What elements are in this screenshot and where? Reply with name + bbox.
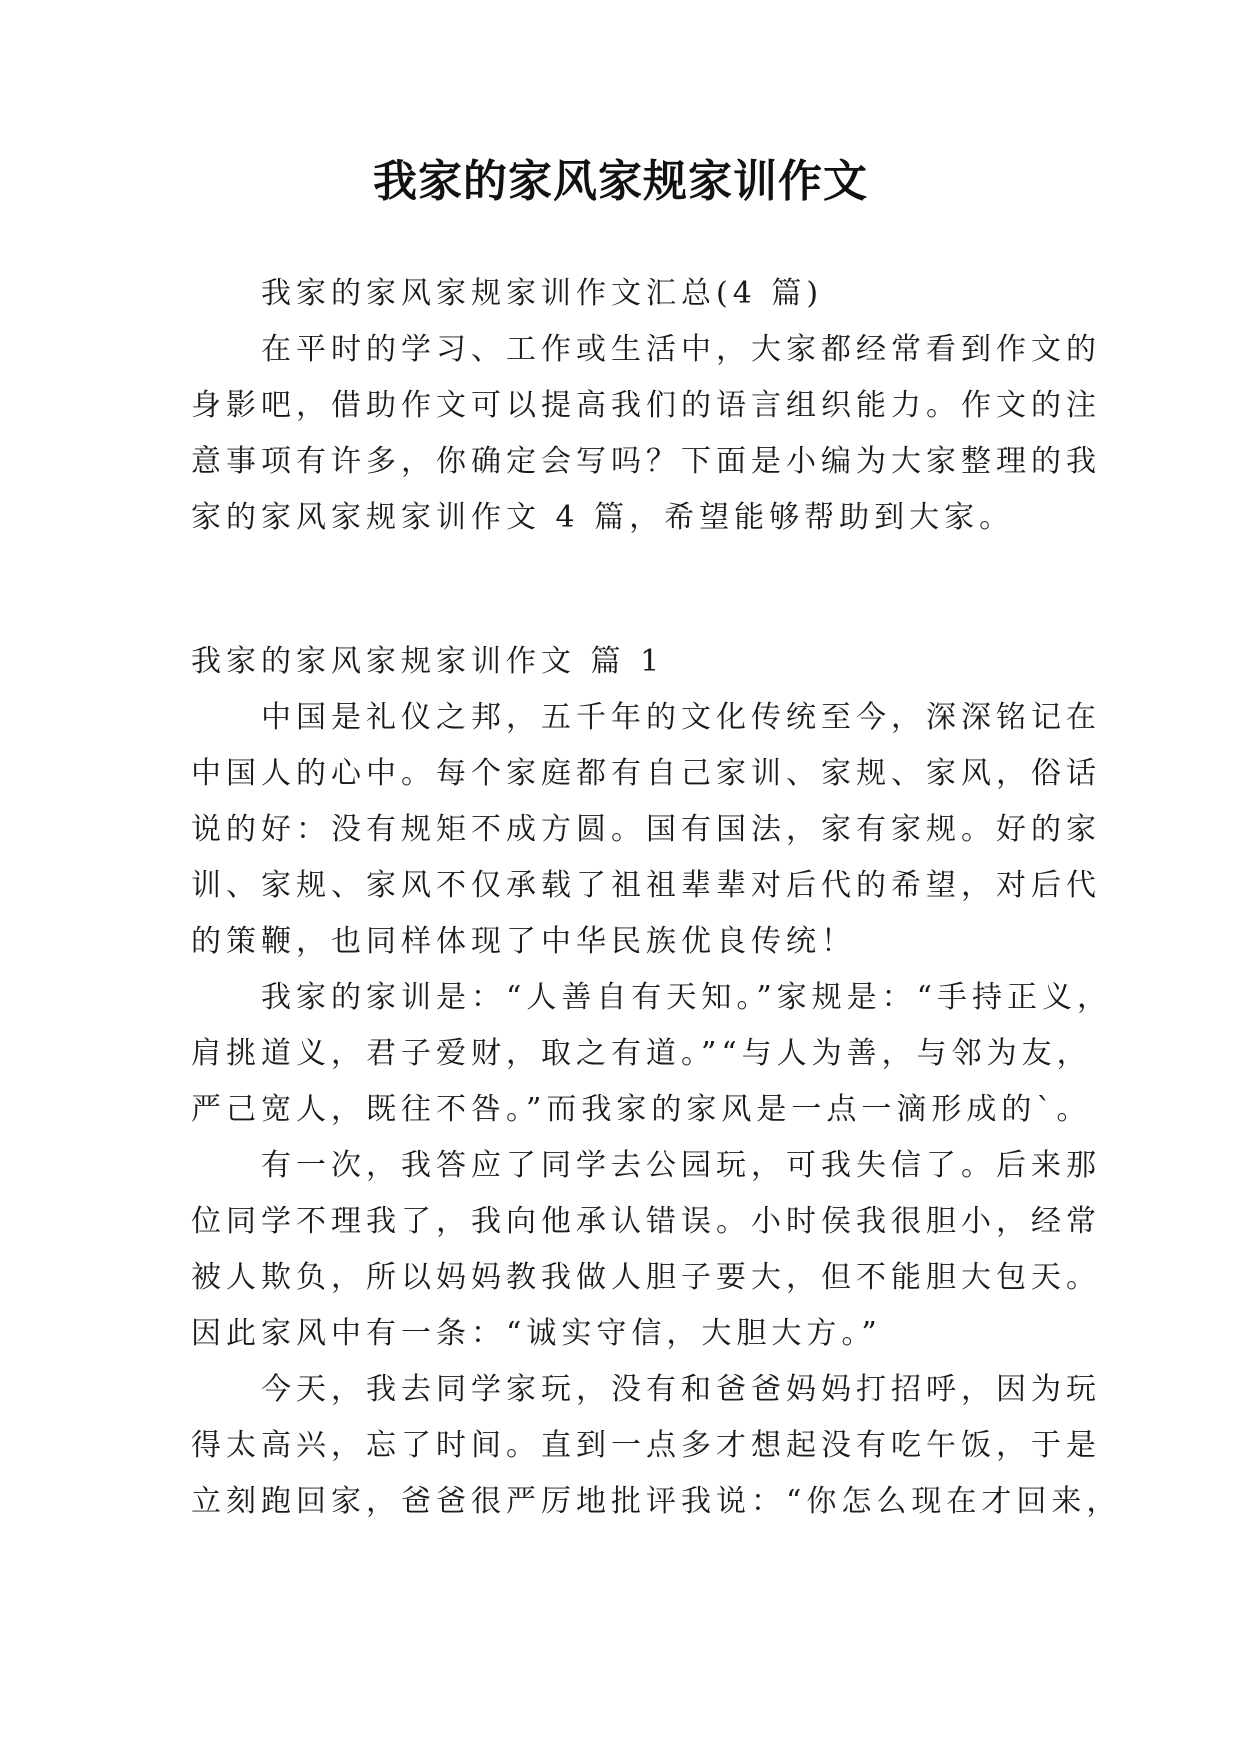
paragraph-line: 因此家风中有一条：“诚实守信，大胆大方。” [191,1316,882,1351]
paragraph-line: 肩挑道义，君子爱财，取之有道。”“与人为善，与邻为友， [191,1036,1092,1071]
paragraph-line: 我家的家训是：“人善自有天知。”家规是：“手持正义， [261,980,1113,1015]
section-1-block [191,634,1122,1530]
intro-line: 身影吧，借助作文可以提高我们的语言组织能力。作文的注 [191,388,1101,423]
paragraph-line: 位同学不理我了，我向他承认错误。小时侯我很胆小，经常 [191,1204,1101,1239]
section-heading: 我家的家风家规家训作文 篇 1 [191,644,665,679]
paragraph-line: 训、家规、家风不仅承载了祖祖辈辈对后代的希望，对后代 [191,868,1101,903]
intro-line: 意事项有许多，你确定会写吗？下面是小编为大家整理的我 [191,444,1101,479]
summary-line: 我家的家风家规家训作文汇总(4 篇) [261,276,824,311]
paragraph-line: 得太高兴，忘了时间。直到一点多才想起没有吃午饭，于是 [191,1428,1101,1463]
intro-line: 在平时的学习、工作或生活中，大家都经常看到作文的 [261,332,1101,367]
intro-line: 家的家风家规家训作文 4 篇，希望能够帮助到大家。 [191,500,1015,535]
paragraph-line: 说的好：没有规矩不成方圆。国有国法，家有家规。好的家 [191,812,1101,847]
paragraph-line: 立刻跑回家，爸爸很严厉地批评我说：“你怎么现在才回来， [191,1484,1122,1519]
paragraph-line: 今天，我去同学家玩，没有和爸爸妈妈打招呼，因为玩 [261,1372,1101,1407]
paragraph-line: 严己宽人，既往不咎。”而我家的家风是一点一滴形成的`。 [191,1092,1092,1127]
paragraph-line: 被人欺负，所以妈妈教我做人胆子要大，但不能胆大包天。 [191,1260,1101,1295]
document-title: 我家的家风家规家训作文 [373,156,868,207]
paragraph-line: 中国是礼仪之邦，五千年的文化传统至今，深深铭记在 [261,700,1101,735]
paragraph-line: 的策鞭，也同样体现了中华民族优良传统！ [191,924,856,959]
intro-block [191,266,1101,546]
paragraph-line: 中国人的心中。每个家庭都有自己家训、家规、家风，俗话 [191,756,1101,791]
paragraph-line: 有一次，我答应了同学去公园玩，可我失信了。后来那 [261,1148,1101,1183]
